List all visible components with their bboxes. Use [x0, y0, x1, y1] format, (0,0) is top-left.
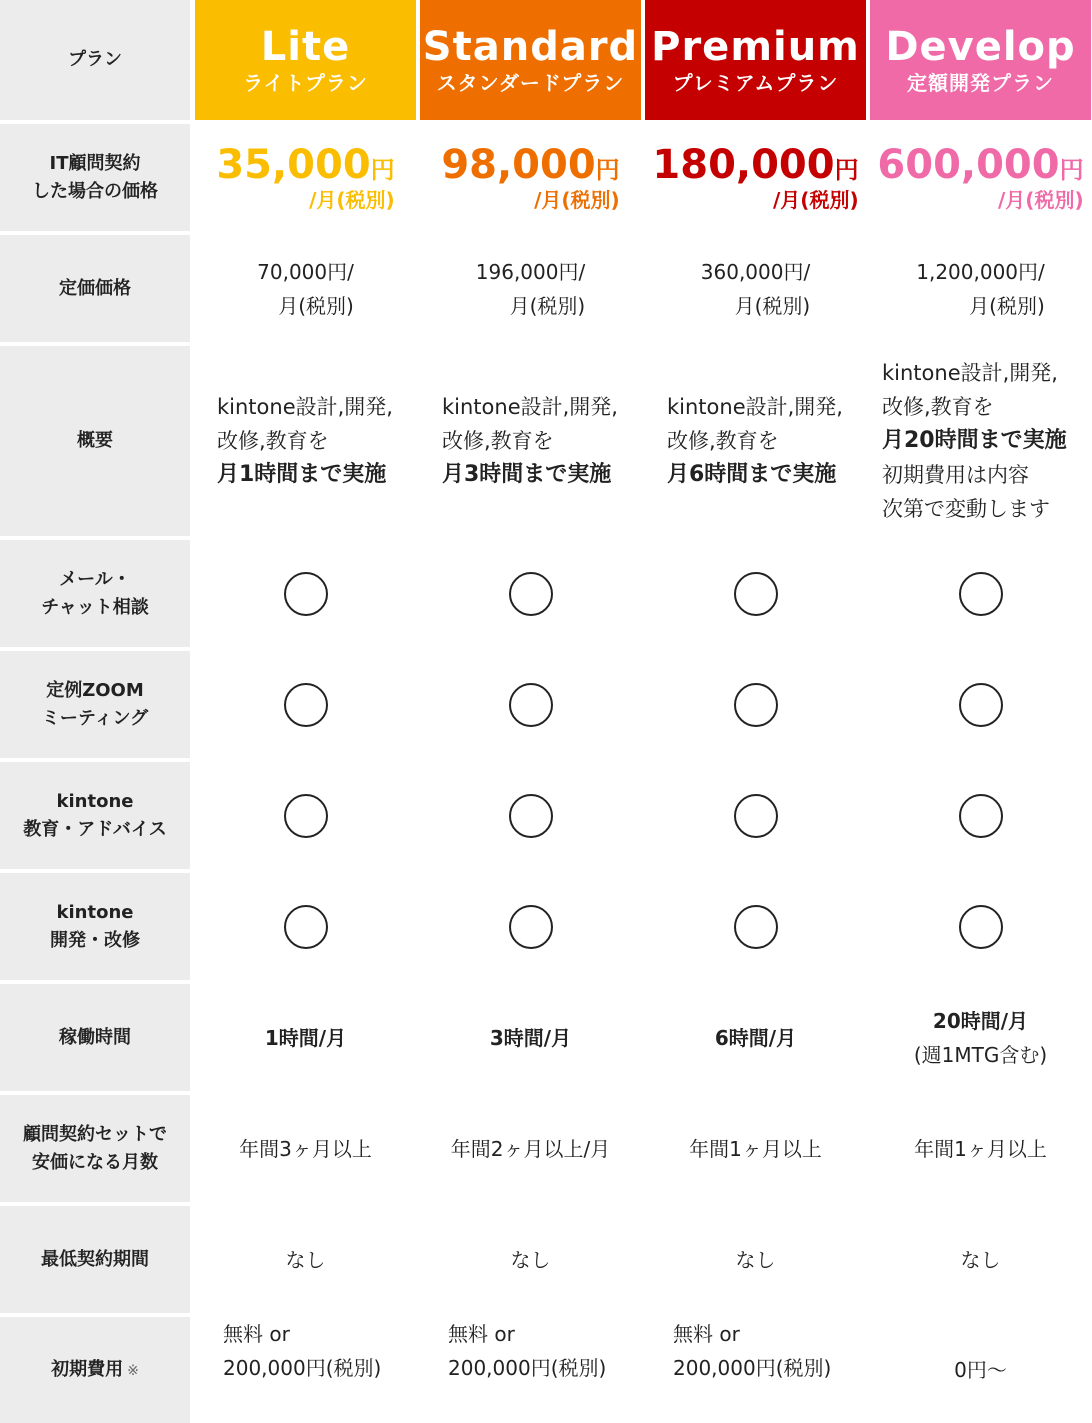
list-price-line: 1,200,000円/ — [916, 259, 1045, 284]
plan-min-term-develop — [870, 1206, 1091, 1313]
initial-fee-line: 0円〜 — [954, 1358, 1007, 1382]
plan-overview-standard — [420, 346, 641, 536]
plan-header-standard — [420, 0, 641, 120]
price-amount: 600,000 — [877, 141, 1060, 188]
plan-price-develop — [870, 124, 1091, 231]
row-label-text — [50, 899, 140, 955]
plan-zoom-develop — [870, 651, 1091, 758]
plan-edu-lite — [195, 762, 416, 869]
plan-subtitle: スタンダードプラン — [436, 71, 625, 95]
circle-icon — [734, 794, 778, 838]
circle-icon — [734, 683, 778, 727]
row-label-line: メール・ — [59, 568, 131, 590]
row-label-text — [41, 566, 148, 622]
overview-line: 月3時間まで実施 — [442, 462, 612, 487]
circle-icon — [959, 794, 1003, 838]
row-label-initial-fee — [0, 1317, 190, 1423]
price-unit: 円 — [595, 155, 620, 184]
row-label-line: ミーティング — [41, 707, 149, 729]
row-label-line: kintone — [56, 901, 134, 923]
overview-text — [882, 356, 1067, 526]
row-label-text — [23, 788, 166, 844]
min-term-text: なし — [285, 1247, 326, 1272]
row-label-text — [23, 1121, 167, 1177]
row-label-overview — [0, 346, 190, 536]
plan-hours-develop — [870, 984, 1091, 1091]
row-label-text — [32, 150, 158, 206]
list-price-line: 70,000円/ — [257, 259, 354, 284]
min-term-text: なし — [735, 1247, 776, 1272]
hours-line: 3時間/月 — [489, 1025, 572, 1050]
plan-subtitle: ライトプラン — [243, 71, 368, 95]
overview-line: 月6時間まで実施 — [667, 462, 837, 487]
row-label-line: 安価になる月数 — [32, 1151, 158, 1173]
plan-subtitle: 定額開発プラン — [907, 71, 1054, 95]
plan-list-price-develop — [870, 235, 1091, 342]
plan-price-standard — [420, 124, 641, 231]
overview-line: kintone設計,開発, — [442, 395, 618, 419]
plan-mail-chat-develop — [870, 540, 1091, 647]
row-label-line: チャット相談 — [41, 596, 149, 618]
plan-header-develop — [870, 0, 1091, 120]
plan-name: Premium — [651, 24, 860, 70]
overview-line: 改修,教育を — [882, 395, 994, 419]
overview-line: 改修,教育を — [667, 429, 779, 453]
plan-subtitle: プレミアムプラン — [672, 71, 839, 95]
plan-initial-fee-develop — [870, 1317, 1091, 1423]
months-text: 年間1ヶ月以上 — [689, 1136, 822, 1161]
plan-name: Lite — [260, 24, 351, 70]
overview-line: 初期費用は内容 — [882, 463, 1029, 487]
plan-months-premium — [645, 1095, 866, 1202]
initial-fee-line: 無料 or — [673, 1322, 740, 1346]
circle-icon — [959, 905, 1003, 949]
circle-icon — [959, 683, 1003, 727]
hours-line: 20時間/月 — [932, 1008, 1029, 1033]
list-price-line: 196,000円/ — [475, 259, 586, 284]
row-label-line: プラン — [68, 49, 122, 70]
plan-price-premium — [645, 124, 866, 231]
plan-months-standard — [420, 1095, 641, 1202]
row-label-line: kintone — [56, 790, 134, 812]
min-term-text: なし — [510, 1247, 551, 1272]
price-unit: 円 — [370, 155, 395, 184]
row-label-text — [68, 46, 122, 74]
plan-zoom-standard — [420, 651, 641, 758]
overview-line: kintone設計,開発, — [217, 395, 393, 419]
row-label-edu — [0, 762, 190, 869]
plan-header-lite — [195, 0, 416, 120]
price-period: /月(税別) — [998, 187, 1084, 212]
row-label-line: した場合の価格 — [32, 180, 158, 202]
list-price-line: 月(税別) — [509, 293, 586, 318]
row-label-min-term — [0, 1206, 190, 1313]
plan-edu-premium — [645, 762, 866, 869]
price-amount: 180,000 — [652, 141, 835, 188]
circle-icon — [959, 572, 1003, 616]
plan-zoom-premium — [645, 651, 866, 758]
price-amount: 98,000 — [441, 141, 596, 188]
row-label-list-price — [0, 235, 190, 342]
row-label-text — [77, 427, 113, 455]
row-label-line: IT顧問契約 — [49, 152, 141, 174]
plan-hours-standard — [420, 984, 641, 1091]
row-label-it-price — [0, 124, 190, 231]
hours-line: 6時間/月 — [714, 1025, 797, 1050]
circle-icon — [509, 794, 553, 838]
row-label-line: 定価価格 — [59, 277, 131, 299]
circle-icon — [284, 905, 328, 949]
plan-dev-premium — [645, 873, 866, 980]
plan-initial-fee-standard — [420, 1317, 641, 1423]
plan-initial-fee-lite — [195, 1317, 416, 1423]
plan-mail-chat-premium — [645, 540, 866, 647]
plan-mail-chat-lite — [195, 540, 416, 647]
initial-fee-line: 200,000円(税別) — [673, 1356, 832, 1380]
circle-icon — [284, 794, 328, 838]
initial-fee-line: 200,000円(税別) — [223, 1356, 382, 1380]
list-price-block — [916, 255, 1045, 323]
row-label-text — [59, 275, 131, 303]
note-mark: ※ — [127, 1362, 139, 1379]
initial-fee-line: 200,000円(税別) — [448, 1356, 607, 1380]
plan-name: Standard — [422, 24, 639, 70]
plan-hours-lite — [195, 984, 416, 1091]
plan-edu-standard — [420, 762, 641, 869]
row-label-line: 顧問契約セットで — [23, 1123, 167, 1145]
plan-list-price-lite — [195, 235, 416, 342]
plan-overview-premium — [645, 346, 866, 536]
row-label-mail-chat — [0, 540, 190, 647]
list-price-line: 360,000円/ — [700, 259, 811, 284]
row-label-line: 概要 — [77, 430, 113, 451]
plan-name: Develop — [885, 24, 1076, 70]
row-label-text — [42, 677, 148, 733]
plan-min-term-standard — [420, 1206, 641, 1313]
plan-hours-premium — [645, 984, 866, 1091]
circle-icon — [509, 572, 553, 616]
plan-dev-standard — [420, 873, 641, 980]
overview-line: 月20時間まで実施 — [882, 428, 1067, 453]
initial-fee-line: 無料 or — [223, 1322, 290, 1346]
circle-icon — [284, 683, 328, 727]
price-line — [216, 143, 394, 187]
price-period: /月(税別) — [534, 187, 620, 212]
list-price-block — [257, 255, 354, 323]
price-amount: 35,000 — [216, 141, 371, 188]
plan-min-term-premium — [645, 1206, 866, 1313]
price-unit: 円 — [1059, 155, 1084, 184]
plan-dev-lite — [195, 873, 416, 980]
circle-icon — [509, 683, 553, 727]
row-label-dev — [0, 873, 190, 980]
plan-header-premium — [645, 0, 866, 120]
row-label-text — [51, 1356, 139, 1385]
overview-line: 月1時間まで実施 — [217, 462, 387, 487]
list-price-line: 月(税別) — [734, 293, 811, 318]
overview-line: kintone設計,開発, — [667, 395, 843, 419]
circle-icon — [509, 905, 553, 949]
row-label-text — [41, 1246, 149, 1274]
overview-line: 改修,教育を — [217, 429, 329, 453]
list-price-block — [476, 255, 585, 323]
overview-text — [667, 390, 843, 492]
plan-min-term-lite — [195, 1206, 416, 1313]
price-period: /月(税別) — [773, 187, 859, 212]
hours-line: (週1MTG含む) — [913, 1042, 1048, 1067]
price-line — [877, 143, 1083, 187]
price-block — [216, 143, 394, 213]
overview-line: kintone設計,開発, — [882, 361, 1058, 385]
plan-months-lite — [195, 1095, 416, 1202]
hours-line: 1時間/月 — [264, 1025, 347, 1050]
price-block — [652, 143, 858, 213]
plan-list-price-premium — [645, 235, 866, 342]
plan-overview-lite — [195, 346, 416, 536]
plan-months-develop — [870, 1095, 1091, 1202]
plan-edu-develop — [870, 762, 1091, 869]
price-block — [441, 143, 619, 213]
price-line — [652, 143, 858, 187]
row-label-months — [0, 1095, 190, 1202]
price-unit: 円 — [834, 155, 859, 184]
row-label-line: 定例ZOOM — [46, 679, 144, 701]
row-label-plan — [0, 0, 190, 120]
list-price-block — [701, 255, 810, 323]
row-label-line: 開発・改修 — [50, 929, 140, 951]
overview-line: 改修,教育を — [442, 429, 554, 453]
price-line — [441, 143, 619, 187]
row-label-line: 最低契約期間 — [41, 1248, 149, 1270]
plan-price-lite — [195, 124, 416, 231]
initial-fee-line: 無料 or — [448, 1322, 515, 1346]
plan-mail-chat-standard — [420, 540, 641, 647]
plan-zoom-lite — [195, 651, 416, 758]
row-label-hours — [0, 984, 190, 1091]
price-period: /月(税別) — [309, 187, 395, 212]
overview-line: 次第で変動します — [882, 497, 1050, 521]
list-price-line: 月(税別) — [969, 293, 1045, 318]
circle-icon — [734, 905, 778, 949]
row-label-line: 初期費用 — [51, 1358, 124, 1380]
overview-text — [217, 390, 393, 492]
plan-overview-develop — [870, 346, 1091, 536]
row-label-text — [59, 1024, 131, 1052]
months-text: 年間1ヶ月以上 — [914, 1136, 1047, 1161]
months-text: 年間3ヶ月以上 — [239, 1136, 372, 1161]
plan-initial-fee-premium — [645, 1317, 866, 1423]
circle-icon — [734, 572, 778, 616]
price-block — [877, 143, 1083, 213]
row-label-zoom — [0, 651, 190, 758]
months-text: 年間2ヶ月以上/月 — [450, 1136, 611, 1161]
row-label-line: 教育・アドバイス — [23, 818, 167, 840]
plan-dev-develop — [870, 873, 1091, 980]
circle-icon — [284, 572, 328, 616]
min-term-text: なし — [960, 1247, 1001, 1272]
list-price-line: 月(税別) — [278, 293, 354, 318]
overview-text — [442, 390, 618, 492]
plan-list-price-standard — [420, 235, 641, 342]
row-label-line: 稼働時間 — [59, 1026, 131, 1048]
